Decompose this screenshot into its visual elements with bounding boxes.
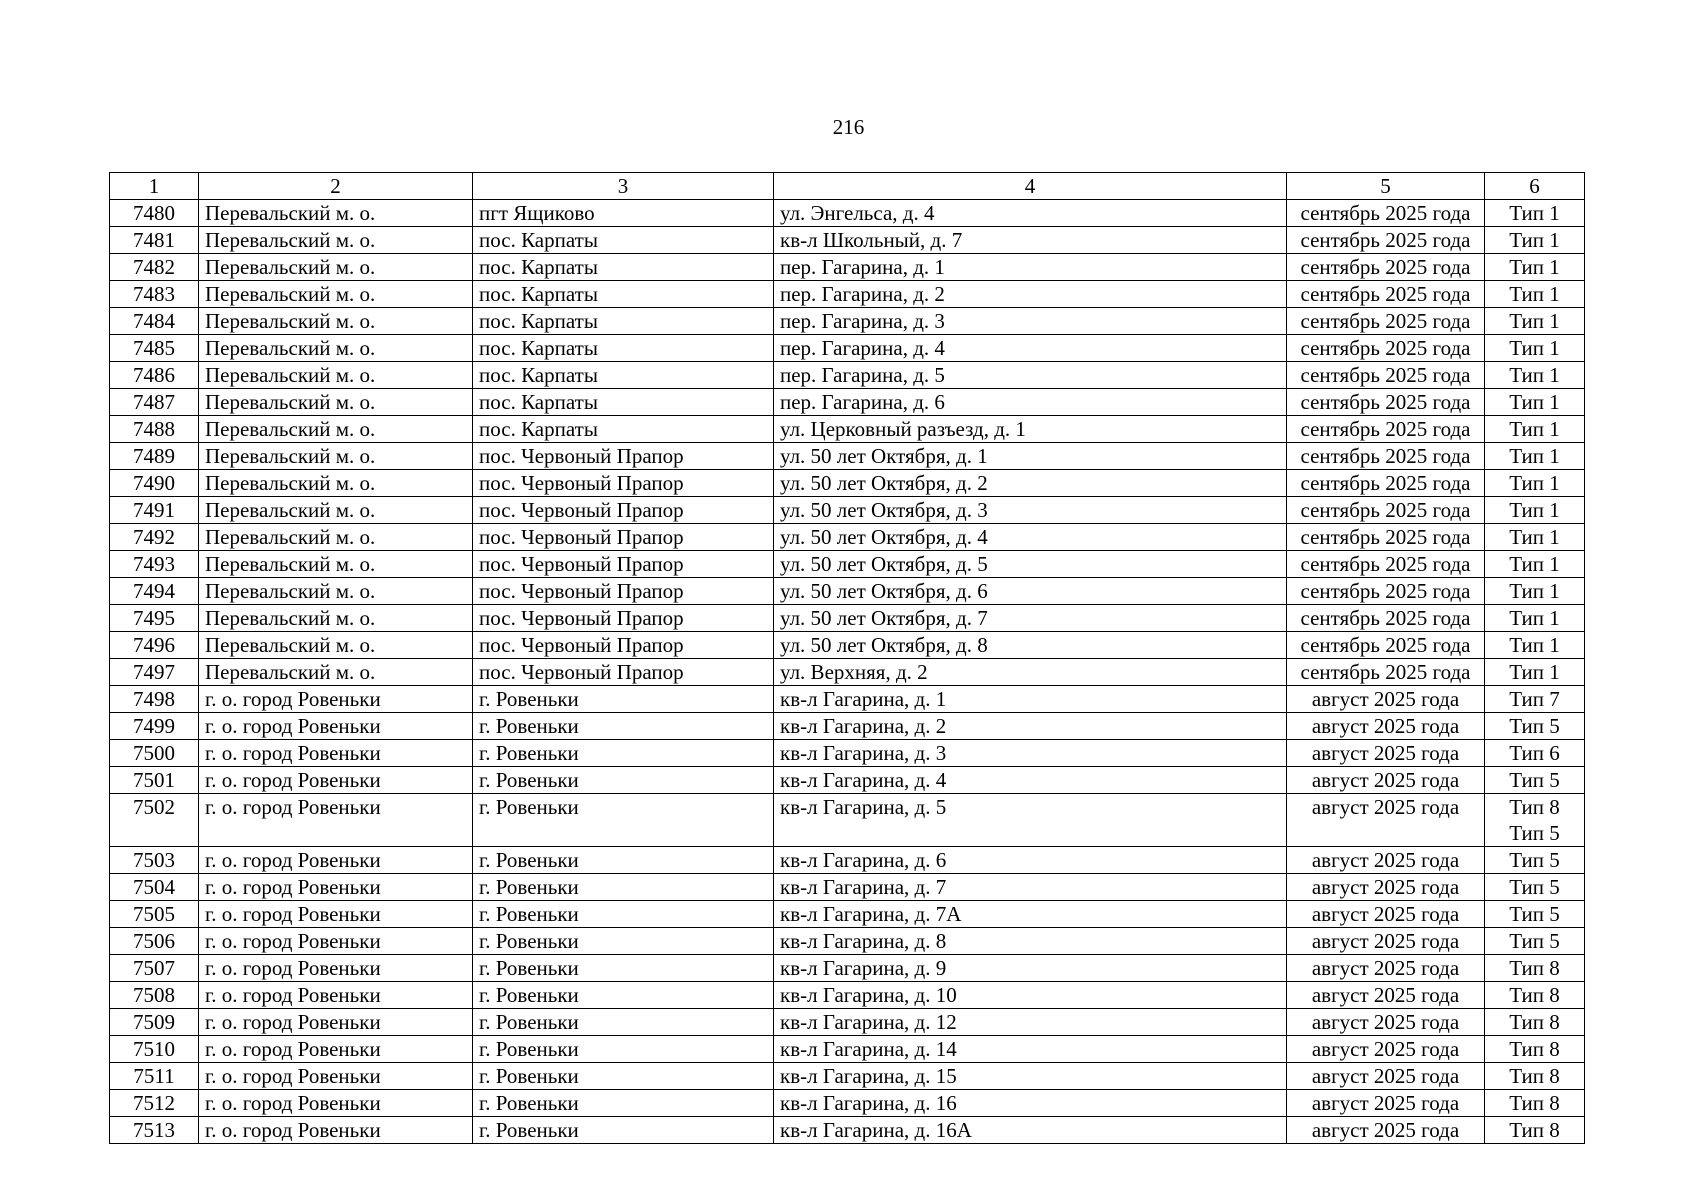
- row-number: 7504: [110, 874, 199, 901]
- table-row: [110, 362, 1585, 389]
- table-row: [110, 200, 1585, 227]
- row-number: 7513: [110, 1117, 199, 1144]
- type-value: Тип 8: [1509, 1091, 1560, 1115]
- address-cell: кв-л Гагарина, д. 6: [774, 847, 1287, 874]
- address-cell: кв-л Гагарина, д. 7А: [774, 901, 1287, 928]
- table-row: [110, 551, 1585, 578]
- settlement-cell: г. Ровеньки: [473, 1090, 774, 1117]
- type-value: Тип 8: [1509, 795, 1560, 819]
- table-row: [110, 578, 1585, 605]
- address-cell: кв-л Гагарина, д. 7: [774, 874, 1287, 901]
- row-number: 7503: [110, 847, 199, 874]
- type-value: Тип 8: [1509, 1010, 1560, 1034]
- type-cell: [1485, 901, 1585, 928]
- date-cell: август 2025 года: [1287, 686, 1485, 713]
- row-number: 7495: [110, 605, 199, 632]
- address-cell: ул. Энгельса, д. 4: [774, 200, 1287, 227]
- municipality-cell: г. о. город Ровеньки: [199, 1009, 473, 1036]
- date-cell: сентябрь 2025 года: [1287, 389, 1485, 416]
- row-number: 7481: [110, 227, 199, 254]
- type-value: Тип 5: [1509, 714, 1560, 738]
- address-cell: кв-л Гагарина, д. 5: [774, 794, 1287, 847]
- table-row: [110, 659, 1585, 686]
- type-value: Тип 8: [1509, 1037, 1560, 1061]
- settlement-cell: пос. Карпаты: [473, 416, 774, 443]
- settlement-cell: пос. Червоный Прапор: [473, 497, 774, 524]
- page-number: 216: [832, 115, 865, 139]
- type-value: Тип 8: [1509, 956, 1560, 980]
- municipality-cell: Перевальский м. о.: [199, 659, 473, 686]
- row-number: 7482: [110, 254, 199, 281]
- municipality-cell: Перевальский м. о.: [199, 254, 473, 281]
- municipality-cell: Перевальский м. о.: [199, 308, 473, 335]
- address-cell: ул. 50 лет Октября, д. 3: [774, 497, 1287, 524]
- municipality-cell: Перевальский м. о.: [199, 335, 473, 362]
- type-cell: [1485, 227, 1585, 254]
- table-row: [110, 767, 1585, 794]
- municipality-cell: Перевальский м. о.: [199, 200, 473, 227]
- row-number: 7485: [110, 335, 199, 362]
- municipality-cell: Перевальский м. о.: [199, 443, 473, 470]
- type-value: Тип 5: [1509, 875, 1560, 899]
- type-cell: [1485, 847, 1585, 874]
- table-row: [110, 982, 1585, 1009]
- type-cell: [1485, 982, 1585, 1009]
- address-cell: кв-л Гагарина, д. 1: [774, 686, 1287, 713]
- settlement-cell: г. Ровеньки: [473, 1117, 774, 1144]
- row-number: 7507: [110, 955, 199, 982]
- municipality-cell: Перевальский м. о.: [199, 227, 473, 254]
- table-row: [110, 470, 1585, 497]
- date-cell: август 2025 года: [1287, 767, 1485, 794]
- type-value: Тип 1: [1509, 282, 1560, 306]
- date-cell: сентябрь 2025 года: [1287, 578, 1485, 605]
- type-value: Тип 5: [1509, 848, 1560, 872]
- type-value: Тип 1: [1509, 606, 1560, 630]
- table-row: [110, 632, 1585, 659]
- date-cell: август 2025 года: [1287, 713, 1485, 740]
- address-cell: кв-л Гагарина, д. 14: [774, 1036, 1287, 1063]
- row-number: 7498: [110, 686, 199, 713]
- municipality-cell: Перевальский м. о.: [199, 632, 473, 659]
- address-cell: ул. 50 лет Октября, д. 2: [774, 470, 1287, 497]
- type-cell: [1485, 767, 1585, 794]
- type-cell: [1485, 389, 1585, 416]
- type-value: Тип 1: [1509, 363, 1560, 387]
- address-cell: ул. 50 лет Октября, д. 1: [774, 443, 1287, 470]
- column-header: 1: [110, 173, 199, 200]
- type-value: Тип 1: [1509, 417, 1560, 441]
- date-cell: сентябрь 2025 года: [1287, 605, 1485, 632]
- municipality-cell: г. о. город Ровеньки: [199, 928, 473, 955]
- row-number: 7492: [110, 524, 199, 551]
- row-number: 7490: [110, 470, 199, 497]
- municipality-cell: Перевальский м. о.: [199, 470, 473, 497]
- table-body: [110, 200, 1585, 1144]
- table-row: [110, 1009, 1585, 1036]
- type-value: Тип 5: [1509, 821, 1560, 845]
- date-cell: сентябрь 2025 года: [1287, 551, 1485, 578]
- municipality-cell: Перевальский м. о.: [199, 281, 473, 308]
- address-cell: кв-л Гагарина, д. 12: [774, 1009, 1287, 1036]
- type-cell: [1485, 200, 1585, 227]
- date-cell: август 2025 года: [1287, 901, 1485, 928]
- type-value: Тип 1: [1509, 498, 1560, 522]
- type-value: Тип 1: [1509, 579, 1560, 603]
- address-cell: кв-л Гагарина, д. 9: [774, 955, 1287, 982]
- date-cell: август 2025 года: [1287, 1117, 1485, 1144]
- type-cell: [1485, 1036, 1585, 1063]
- address-cell: пер. Гагарина, д. 5: [774, 362, 1287, 389]
- address-cell: пер. Гагарина, д. 1: [774, 254, 1287, 281]
- date-cell: сентябрь 2025 года: [1287, 443, 1485, 470]
- date-cell: август 2025 года: [1287, 847, 1485, 874]
- type-value: Тип 1: [1509, 228, 1560, 252]
- address-cell: ул. 50 лет Октября, д. 4: [774, 524, 1287, 551]
- row-number: 7510: [110, 1036, 199, 1063]
- type-cell: [1485, 955, 1585, 982]
- date-cell: сентябрь 2025 года: [1287, 200, 1485, 227]
- row-number: 7512: [110, 1090, 199, 1117]
- municipality-cell: г. о. город Ровеньки: [199, 794, 473, 847]
- type-value: Тип 1: [1509, 444, 1560, 468]
- address-cell: кв-л Гагарина, д. 3: [774, 740, 1287, 767]
- type-cell: [1485, 308, 1585, 335]
- settlement-cell: пос. Карпаты: [473, 227, 774, 254]
- municipality-cell: г. о. город Ровеньки: [199, 740, 473, 767]
- date-cell: сентябрь 2025 года: [1287, 497, 1485, 524]
- municipality-cell: Перевальский м. о.: [199, 362, 473, 389]
- settlement-cell: г. Ровеньки: [473, 847, 774, 874]
- row-number: 7491: [110, 497, 199, 524]
- row-number: 7506: [110, 928, 199, 955]
- table-row: [110, 281, 1585, 308]
- row-number: 7500: [110, 740, 199, 767]
- date-cell: август 2025 года: [1287, 1009, 1485, 1036]
- type-value: Тип 5: [1509, 902, 1560, 926]
- table-row: [110, 227, 1585, 254]
- type-cell: [1485, 1009, 1585, 1036]
- row-number: 7497: [110, 659, 199, 686]
- settlement-cell: г. Ровеньки: [473, 1009, 774, 1036]
- settlement-cell: г. Ровеньки: [473, 686, 774, 713]
- date-cell: сентябрь 2025 года: [1287, 308, 1485, 335]
- type-cell: [1485, 524, 1585, 551]
- column-header: 2: [199, 173, 473, 200]
- date-cell: август 2025 года: [1287, 955, 1485, 982]
- type-cell: [1485, 659, 1585, 686]
- table-row: [110, 416, 1585, 443]
- address-cell: кв-л Гагарина, д. 10: [774, 982, 1287, 1009]
- municipality-cell: Перевальский м. о.: [199, 605, 473, 632]
- date-cell: август 2025 года: [1287, 794, 1485, 847]
- row-number: 7505: [110, 901, 199, 928]
- date-cell: сентябрь 2025 года: [1287, 362, 1485, 389]
- type-value: Тип 1: [1509, 552, 1560, 576]
- table-row: [110, 928, 1585, 955]
- type-cell: [1485, 551, 1585, 578]
- date-cell: август 2025 года: [1287, 1063, 1485, 1090]
- settlement-cell: пос. Червоный Прапор: [473, 578, 774, 605]
- settlement-cell: г. Ровеньки: [473, 1063, 774, 1090]
- settlement-cell: г. Ровеньки: [473, 713, 774, 740]
- type-value: Тип 1: [1509, 336, 1560, 360]
- table-row: [110, 524, 1585, 551]
- table-row: [110, 713, 1585, 740]
- column-header: 5: [1287, 173, 1485, 200]
- type-value: Тип 8: [1509, 983, 1560, 1007]
- row-number: 7511: [110, 1063, 199, 1090]
- address-cell: ул. Церковный разъезд, д. 1: [774, 416, 1287, 443]
- table-row: [110, 389, 1585, 416]
- municipality-cell: г. о. город Ровеньки: [199, 767, 473, 794]
- type-cell: [1485, 443, 1585, 470]
- type-value: Тип 1: [1509, 633, 1560, 657]
- date-cell: август 2025 года: [1287, 740, 1485, 767]
- settlement-cell: г. Ровеньки: [473, 740, 774, 767]
- column-header: 3: [473, 173, 774, 200]
- address-cell: кв-л Гагарина, д. 4: [774, 767, 1287, 794]
- table-row: [110, 686, 1585, 713]
- settlement-cell: пос. Карпаты: [473, 308, 774, 335]
- row-number: 7483: [110, 281, 199, 308]
- municipality-cell: Перевальский м. о.: [199, 497, 473, 524]
- table-row: [110, 497, 1585, 524]
- settlement-cell: г. Ровеньки: [473, 982, 774, 1009]
- settlement-cell: пос. Червоный Прапор: [473, 551, 774, 578]
- settlement-cell: г. Ровеньки: [473, 874, 774, 901]
- table-row: [110, 874, 1585, 901]
- type-cell: [1485, 740, 1585, 767]
- table-row: [110, 955, 1585, 982]
- type-value: Тип 1: [1509, 660, 1560, 684]
- date-cell: август 2025 года: [1287, 874, 1485, 901]
- date-cell: сентябрь 2025 года: [1287, 470, 1485, 497]
- type-value: Тип 5: [1509, 768, 1560, 792]
- address-cell: кв-л Гагарина, д. 2: [774, 713, 1287, 740]
- date-cell: сентябрь 2025 года: [1287, 416, 1485, 443]
- type-cell: [1485, 928, 1585, 955]
- row-number: 7489: [110, 443, 199, 470]
- column-header: 4: [774, 173, 1287, 200]
- table-row: [110, 605, 1585, 632]
- type-value: Тип 1: [1509, 255, 1560, 279]
- column-numbers-row: [110, 173, 1585, 200]
- settlement-cell: пос. Червоный Прапор: [473, 632, 774, 659]
- date-cell: сентябрь 2025 года: [1287, 254, 1485, 281]
- type-value: Тип 1: [1509, 471, 1560, 495]
- type-cell: [1485, 416, 1585, 443]
- settlement-cell: пос. Карпаты: [473, 362, 774, 389]
- row-number: 7488: [110, 416, 199, 443]
- type-cell: [1485, 497, 1585, 524]
- table-row: [110, 443, 1585, 470]
- type-value: Тип 1: [1509, 201, 1560, 225]
- settlement-cell: пос. Червоный Прапор: [473, 524, 774, 551]
- row-number: 7499: [110, 713, 199, 740]
- table-row: [110, 1090, 1585, 1117]
- row-number: 7508: [110, 982, 199, 1009]
- municipality-cell: г. о. город Ровеньки: [199, 686, 473, 713]
- municipality-cell: г. о. город Ровеньки: [199, 1063, 473, 1090]
- type-value: Тип 1: [1509, 390, 1560, 414]
- municipality-cell: г. о. город Ровеньки: [199, 982, 473, 1009]
- row-number: 7496: [110, 632, 199, 659]
- municipality-cell: г. о. город Ровеньки: [199, 1036, 473, 1063]
- row-number: 7487: [110, 389, 199, 416]
- type-value: Тип 8: [1509, 1118, 1560, 1142]
- registry-table: [109, 172, 1585, 1144]
- address-cell: пер. Гагарина, д. 4: [774, 335, 1287, 362]
- municipality-cell: Перевальский м. о.: [199, 389, 473, 416]
- table-row: [110, 254, 1585, 281]
- table-row: [110, 740, 1585, 767]
- settlement-cell: пос. Червоный Прапор: [473, 605, 774, 632]
- settlement-cell: г. Ровеньки: [473, 955, 774, 982]
- municipality-cell: г. о. город Ровеньки: [199, 955, 473, 982]
- address-cell: кв-л Гагарина, д. 8: [774, 928, 1287, 955]
- settlement-cell: г. Ровеньки: [473, 1036, 774, 1063]
- type-value: Тип 8: [1509, 1064, 1560, 1088]
- municipality-cell: г. о. город Ровеньки: [199, 847, 473, 874]
- type-value: Тип 1: [1509, 309, 1560, 333]
- date-cell: август 2025 года: [1287, 1036, 1485, 1063]
- date-cell: сентябрь 2025 года: [1287, 632, 1485, 659]
- type-cell: [1485, 794, 1585, 847]
- table-row: [110, 794, 1585, 847]
- settlement-cell: пос. Карпаты: [473, 254, 774, 281]
- address-cell: кв-л Гагарина, д. 16А: [774, 1117, 1287, 1144]
- date-cell: сентябрь 2025 года: [1287, 227, 1485, 254]
- address-cell: ул. 50 лет Октября, д. 8: [774, 632, 1287, 659]
- type-value: Тип 1: [1509, 525, 1560, 549]
- address-cell: пер. Гагарина, д. 3: [774, 308, 1287, 335]
- row-number: 7494: [110, 578, 199, 605]
- date-cell: август 2025 года: [1287, 928, 1485, 955]
- type-value: Тип 7: [1509, 687, 1560, 711]
- type-cell: [1485, 1117, 1585, 1144]
- settlement-cell: г. Ровеньки: [473, 767, 774, 794]
- type-cell: [1485, 335, 1585, 362]
- settlement-cell: пос. Червоный Прапор: [473, 470, 774, 497]
- table-row: [110, 1036, 1585, 1063]
- address-cell: пер. Гагарина, д. 6: [774, 389, 1287, 416]
- type-cell: [1485, 281, 1585, 308]
- municipality-cell: Перевальский м. о.: [199, 416, 473, 443]
- type-value: Тип 5: [1509, 929, 1560, 953]
- type-cell: [1485, 1090, 1585, 1117]
- table-row: [110, 308, 1585, 335]
- type-cell: [1485, 713, 1585, 740]
- table-row: [110, 901, 1585, 928]
- type-cell: [1485, 1063, 1585, 1090]
- settlement-cell: пос. Карпаты: [473, 389, 774, 416]
- date-cell: сентябрь 2025 года: [1287, 659, 1485, 686]
- type-cell: [1485, 254, 1585, 281]
- settlement-cell: пос. Червоный Прапор: [473, 443, 774, 470]
- type-cell: [1485, 362, 1585, 389]
- type-cell: [1485, 874, 1585, 901]
- address-cell: кв-л Гагарина, д. 15: [774, 1063, 1287, 1090]
- table-header: [110, 173, 1585, 200]
- address-cell: ул. 50 лет Октября, д. 6: [774, 578, 1287, 605]
- type-cell: [1485, 632, 1585, 659]
- address-cell: ул. Верхняя, д. 2: [774, 659, 1287, 686]
- settlement-cell: г. Ровеньки: [473, 928, 774, 955]
- row-number: 7493: [110, 551, 199, 578]
- settlement-cell: пос. Карпаты: [473, 281, 774, 308]
- settlement-cell: пгт Ящиково: [473, 200, 774, 227]
- type-value: Тип 6: [1509, 741, 1560, 765]
- row-number: 7501: [110, 767, 199, 794]
- address-cell: кв-л Гагарина, д. 16: [774, 1090, 1287, 1117]
- date-cell: сентябрь 2025 года: [1287, 335, 1485, 362]
- type-cell: [1485, 605, 1585, 632]
- row-number: 7486: [110, 362, 199, 389]
- municipality-cell: г. о. город Ровеньки: [199, 1117, 473, 1144]
- date-cell: сентябрь 2025 года: [1287, 524, 1485, 551]
- settlement-cell: пос. Червоный Прапор: [473, 659, 774, 686]
- row-number: 7480: [110, 200, 199, 227]
- table-row: [110, 1117, 1585, 1144]
- municipality-cell: Перевальский м. о.: [199, 551, 473, 578]
- settlement-cell: пос. Карпаты: [473, 335, 774, 362]
- type-cell: [1485, 470, 1585, 497]
- date-cell: август 2025 года: [1287, 1090, 1485, 1117]
- settlement-cell: г. Ровеньки: [473, 901, 774, 928]
- municipality-cell: Перевальский м. о.: [199, 524, 473, 551]
- date-cell: август 2025 года: [1287, 982, 1485, 1009]
- type-cell: [1485, 686, 1585, 713]
- address-cell: ул. 50 лет Октября, д. 5: [774, 551, 1287, 578]
- table-row: [110, 1063, 1585, 1090]
- municipality-cell: г. о. город Ровеньки: [199, 874, 473, 901]
- row-number: 7484: [110, 308, 199, 335]
- table-row: [110, 847, 1585, 874]
- municipality-cell: Перевальский м. о.: [199, 578, 473, 605]
- row-number: 7509: [110, 1009, 199, 1036]
- date-cell: сентябрь 2025 года: [1287, 281, 1485, 308]
- type-cell: [1485, 578, 1585, 605]
- municipality-cell: г. о. город Ровеньки: [199, 1090, 473, 1117]
- column-header: 6: [1485, 173, 1585, 200]
- municipality-cell: г. о. город Ровеньки: [199, 901, 473, 928]
- municipality-cell: г. о. город Ровеньки: [199, 713, 473, 740]
- row-number: 7502: [110, 794, 199, 847]
- address-cell: пер. Гагарина, д. 2: [774, 281, 1287, 308]
- table-row: [110, 335, 1585, 362]
- address-cell: ул. 50 лет Октября, д. 7: [774, 605, 1287, 632]
- address-cell: кв-л Школьный, д. 7: [774, 227, 1287, 254]
- settlement-cell: г. Ровеньки: [473, 794, 774, 847]
